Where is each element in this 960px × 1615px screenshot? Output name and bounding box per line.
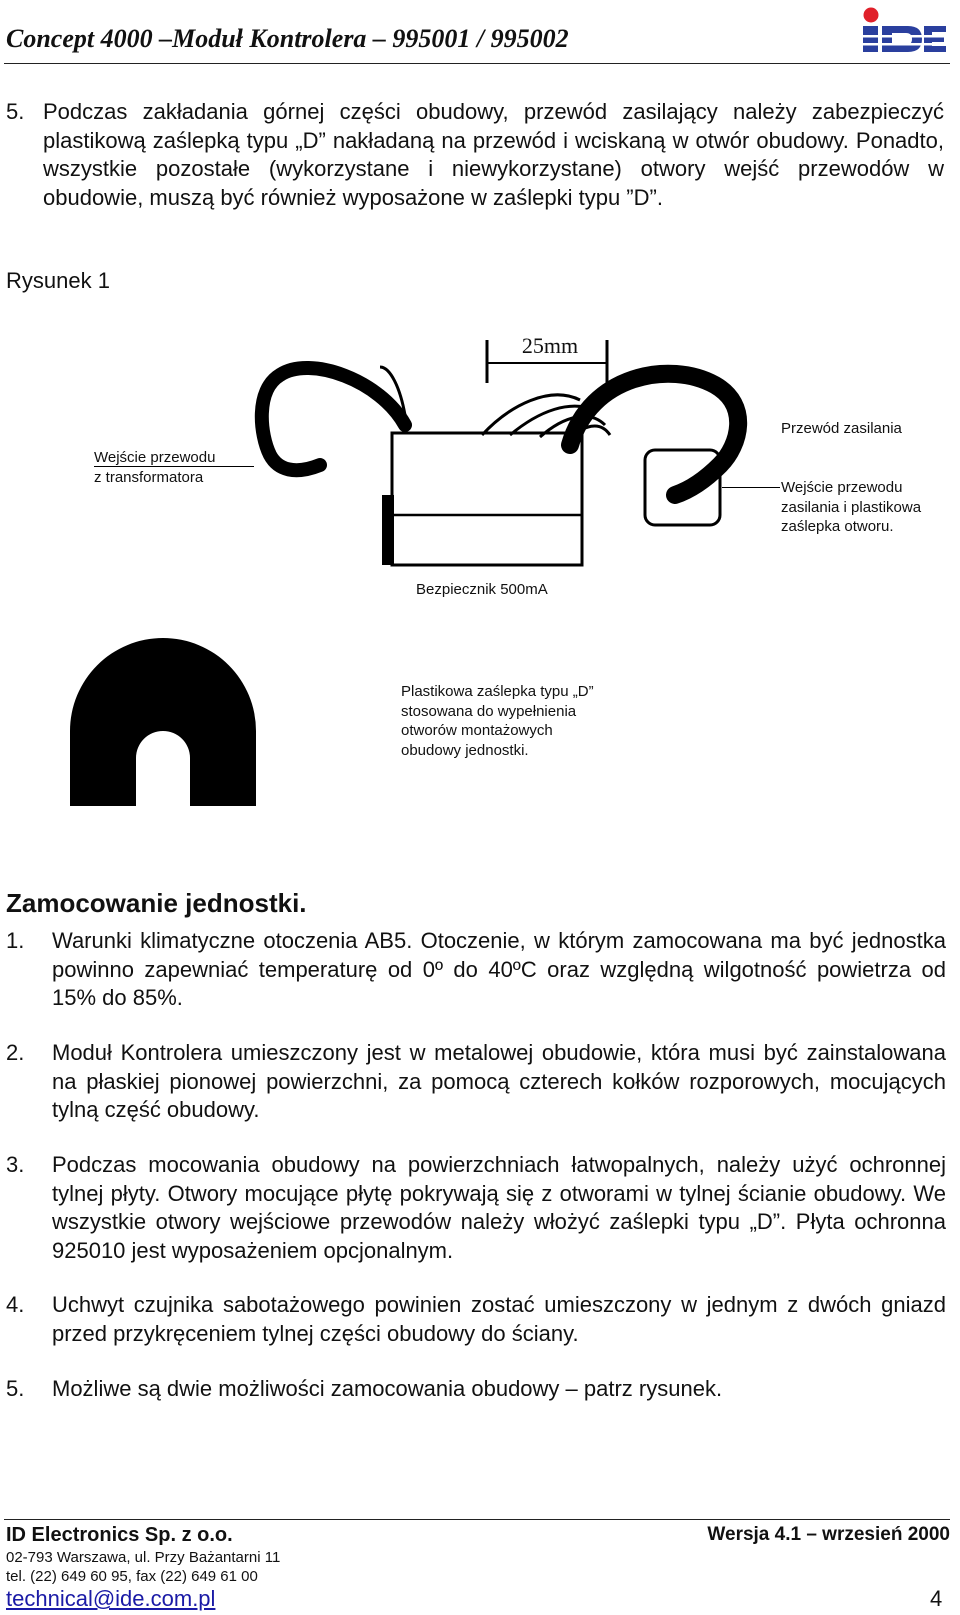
- list-item-number: 5.: [6, 1376, 25, 1401]
- label-power-cable: Przewód zasilania: [781, 420, 902, 437]
- d-plug-illustration: [70, 638, 256, 806]
- document-header-title: Concept 4000 –Moduł Kontrolera – 995001 / 995002: [6, 24, 569, 53]
- page-number: 4: [930, 1586, 943, 1611]
- list-item-text: Warunki klimatyczne otoczenia AB5. Otoczenie, w którym zamocowana ma być jednostka powinno zapewniać temperaturę od 0º do 40ºC oraz względną wilgotność powietrza od 15% do 85%.: [52, 928, 946, 1010]
- label-power-input: [781, 478, 921, 537]
- label-transformer-input: [94, 448, 215, 487]
- footer-company: ID Electronics Sp. z o.o.: [6, 1524, 233, 1546]
- list-item: [6, 1039, 946, 1125]
- label-d-plug: [401, 682, 594, 760]
- list-item: [6, 927, 946, 1013]
- label-fuse: Bezpiecznik 500mA: [416, 581, 548, 598]
- list-item-text: Uchwyt czujnika sabotażowego powinien zostać umieszczony w jednym z dwóch gniazd przed przykręceniem tylnej części obudowy do ściany.: [52, 1292, 946, 1346]
- label-line: stosowana do wypełnienia: [401, 702, 577, 720]
- footer-divider: [4, 1519, 950, 1520]
- list-item-number: 3.: [6, 1152, 25, 1177]
- list-item-text: Możliwe są dwie możliwości zamocowania obudowy – patrz rysunek.: [52, 1376, 723, 1401]
- label-line: Wejście przewodu: [94, 449, 216, 466]
- list-item: [6, 1151, 946, 1265]
- list-item: [6, 1291, 946, 1348]
- label-line: z transformatora: [94, 468, 204, 486]
- header-divider: [4, 63, 950, 64]
- footer-email-link[interactable]: technical@ide.com.pl: [6, 1586, 216, 1611]
- ide-logo: [860, 6, 948, 62]
- label-line: Wejście przewodu: [781, 479, 903, 496]
- list-item-text: Moduł Kontrolera umieszczony jest w metalowej obudowie, która musi być zainstalowana na płaskiej pionowej powierzchni, za pomocą czterech kołków rozporowych, mocujących tylną część obudowy.: [52, 1040, 946, 1122]
- figure-caption: Rysunek 1: [6, 268, 110, 293]
- label-line: otworów montażowych: [401, 722, 553, 739]
- dimension-label: 25mm: [521, 333, 579, 358]
- list-item-number: 5.: [6, 99, 25, 124]
- intro-list-item: [6, 98, 944, 212]
- list-item: [6, 1375, 946, 1404]
- label-line: zaślepka otworu.: [781, 518, 894, 535]
- list-item-number: 4.: [6, 1292, 25, 1317]
- leader-line-right: [722, 487, 780, 488]
- section-heading: Zamocowanie jednostki.: [6, 888, 307, 918]
- list-item-text: Podczas zakładania górnej części obudowy, przewód zasilający należy zabezpieczyć plastikową zaślepką typu „D” nakładaną na przewód i wciskaną w otwór obudowy. Ponadto, wszystkie pozostałe (wykorzystane i niewykorzystane) otwory wejść przewodów w obudowie, muszą być również wyposażone w zaślepki typu ”D”.: [43, 99, 944, 210]
- list-item-number: 1.: [6, 928, 25, 953]
- label-line: Plastikowa zaślepka typu „D”: [401, 683, 594, 700]
- leader-line-left: [94, 466, 254, 467]
- footer-phone: tel. (22) 649 60 95, fax (22) 649 61 00: [6, 1568, 258, 1585]
- list-item-text: Podczas mocowania obudowy na powierzchniach łatwopalnych, należy użyć ochronnej tylnej płyty. Otwory mocujące płytę pokrywają się z otworami w tylnej ścianie obudowy. We wszystkie otwory wejściowe przewodów należy włożyć zaślepki typu „D”. Płyta ochronna 925010 jest wyposażeniem opcjonalnym.: [52, 1152, 946, 1263]
- footer-address: 02-793 Warszawa, ul. Przy Bażantarni 11: [6, 1549, 281, 1566]
- footer-version: Wersja 4.1 – wrzesień 2000: [707, 1524, 950, 1545]
- list-item-number: 2.: [6, 1040, 25, 1065]
- label-line: obudowy jednostki.: [401, 741, 529, 759]
- svg-text:IDE: IDE: [905, 61, 907, 62]
- label-line: zasilania i plastikowa: [781, 498, 922, 516]
- device-illustration: [250, 315, 755, 570]
